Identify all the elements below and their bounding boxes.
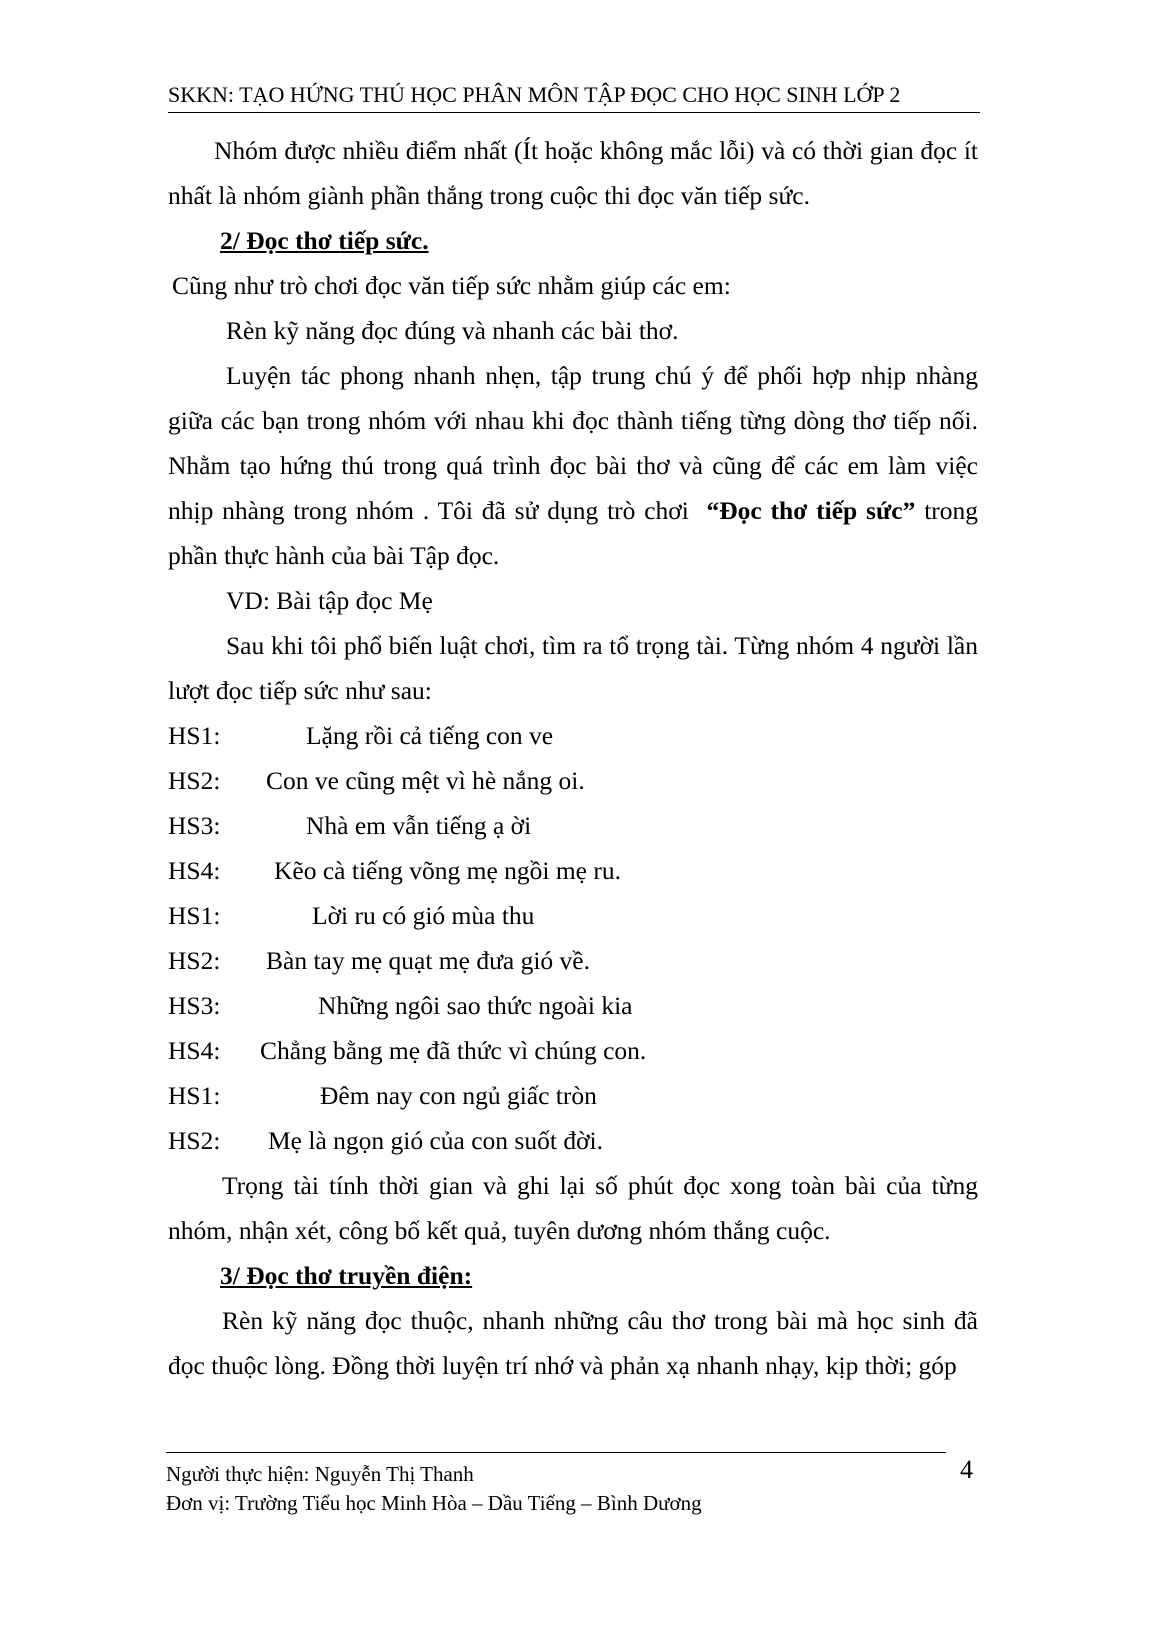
verse-line [168, 1028, 978, 1073]
footer-divider [166, 1452, 946, 1453]
verse-speaker: HS4: [168, 1036, 221, 1065]
verse-text: Lặng rồi cả tiếng con ve [306, 721, 554, 750]
verse-text: Đêm nay con ngủ giấc tròn [320, 1081, 597, 1110]
section-heading-text: 3/ Đọc thơ truyền điện: [220, 1261, 473, 1290]
verse-line [168, 848, 978, 893]
verse-text: Những ngôi sao thức ngoài kia [318, 991, 633, 1020]
verse-line [168, 938, 978, 983]
paragraph [168, 353, 978, 578]
page-footer [166, 1460, 702, 1518]
paragraph: Rèn kỹ năng đọc thuộc, nhanh những câu thơ trong bài mà học sinh đã đọc thuộc lòng. Đồng thời luyện trí nhớ và phản xạ nhanh nhạy, kịp thời; góp [168, 1306, 978, 1380]
paragraph: Sau khi tôi phổ biến luật chơi, tìm ra tổ trọng tài. Từng nhóm 4 người lần lượt đọc tiếp sức như sau: [168, 631, 978, 705]
verse-text: Con ve cũng mệt vì hè nắng oi. [266, 766, 585, 795]
footer-unit: Đơn vị: Trường Tiểu học Minh Hòa – Dầu Tiếng – Bình Dương [166, 1491, 702, 1515]
section-heading [168, 218, 978, 263]
paragraph-text: trong phần thực hành của bài Tập đọc. [168, 496, 979, 570]
section-heading [168, 1253, 978, 1298]
paragraph: Nhóm được nhiều điểm nhất (Ít hoặc không mắc lỗi) và có thời gian đọc ít nhất là nhóm giành phần thắng trong cuộc thi đọc văn tiếp sức. [168, 136, 978, 210]
header-divider [168, 112, 980, 113]
document-body [168, 128, 978, 1388]
verse-speaker: HS3: [168, 811, 221, 840]
verse-speaker: HS2: [168, 766, 221, 795]
verse-speaker: HS1: [168, 1081, 221, 1110]
verse-line [168, 713, 978, 758]
verse-speaker: HS2: [168, 1126, 221, 1155]
verse-speaker: HS3: [168, 991, 221, 1020]
paragraph-text: Luyện tác phong nhanh nhẹn, tập trung chú ý để phối hợp nhịp nhàng giữa các bạn trong nhóm với nhau khi đọc thành tiếng từng dòng thơ tiếp nối. Nhằm tạo hứng thú trong quá trình đọc bài thơ và cũng để các em làm việc nhịp nhàng trong nhóm . Tôi đã sử dụng trò chơi [168, 361, 978, 525]
verse-speaker: HS1: [168, 721, 221, 750]
verse-line [168, 1073, 978, 1118]
section-heading-text: 2/ Đọc thơ tiếp sức. [220, 226, 429, 255]
paragraph: Trọng tài tính thời gian và ghi lại số phút đọc xong toàn bài của từng nhóm, nhận xét, công bố kết quả, tuyên dương nhóm thắng cuộc. [168, 1171, 978, 1245]
verse-line [168, 893, 978, 938]
verse-speaker: HS4: [168, 856, 221, 885]
footer-author: Người thực hiện: Nguyễn Thị Thanh [166, 1462, 474, 1486]
verse-line [168, 758, 978, 803]
verse-text: Nhà em vẫn tiếng ạ ời [306, 811, 532, 840]
page-number: 4 [960, 1455, 973, 1484]
game-name: “Đọc thơ tiếp sức” [706, 496, 916, 525]
page-header: SKKN: TẠO HỨNG THÚ HỌC PHÂN MÔN TẬP ĐỌC CHO HỌC SINH LỚP 2 [168, 82, 901, 107]
verse-line [168, 803, 978, 848]
paragraph: VD: Bài tập đọc Mẹ [226, 586, 433, 615]
verse-speaker: HS1: [168, 901, 221, 930]
paragraph: Cũng như trò chơi đọc văn tiếp sức nhằm giúp các em: [172, 271, 731, 300]
verse-text: Mẹ là ngọn gió của con suốt đời. [268, 1126, 604, 1155]
verse-line [168, 1118, 978, 1163]
verse-text: Lời ru có gió mùa thu [312, 901, 535, 930]
verse-line [168, 983, 978, 1028]
paragraph: Rèn kỹ năng đọc đúng và nhanh các bài thơ. [226, 316, 679, 345]
verse-text: Kẽo cà tiếng võng mẹ ngồi mẹ ru. [274, 856, 621, 885]
verse-text: Chẳng bằng mẹ đã thức vì chúng con. [260, 1036, 647, 1065]
verse-speaker: HS2: [168, 946, 221, 975]
verse-text: Bàn tay mẹ quạt mẹ đưa gió về. [266, 946, 590, 975]
